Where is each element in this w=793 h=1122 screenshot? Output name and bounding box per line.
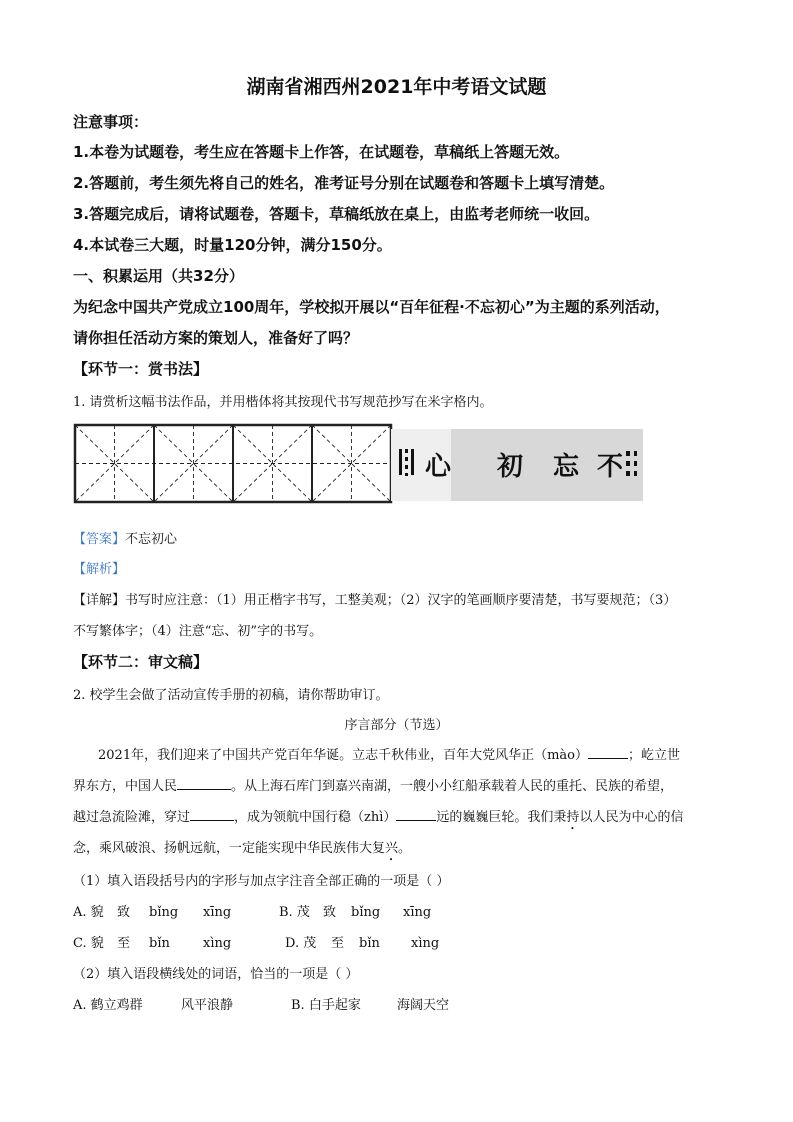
sub-question-1: （1）填入语段括号内的字形与加点字注音全部正确的一项是（ ） <box>73 874 450 889</box>
section-heading: 一、积累运用（共32分） <box>73 267 244 285</box>
page-title: 湖南省湘西州2021年中考语文试题 <box>246 76 547 98</box>
part2-heading: 【环节二：审文稿】 <box>73 653 209 671</box>
sub-question-2: （2）填入语段横线处的词语，恰当的一项是（ ） <box>73 967 359 982</box>
option-a-word: A. 鹤立鸡群 <box>73 998 143 1013</box>
option-b-word: B. 白手起家 <box>291 998 361 1013</box>
svg-text:心: 心 <box>425 452 452 482</box>
option-row: C. 貌 至 bǐn xìng D. 茂 至 bǐn xìng <box>73 932 439 951</box>
section-intro: 请你担任活动方案的策划人，准备好了吗？ <box>73 329 359 347</box>
dotted-char: 兴 <box>385 841 399 856</box>
detail-text: 书写时应注意：（1）用正楷字书写，工整美观；（2）汉字的笔画顺序要清楚，书写要规范；（3） <box>125 593 677 608</box>
fill-blank <box>177 775 231 790</box>
passage-line: 念，乘风破浪、扬帆远航，一定能实现中华民族伟大复兴。 <box>73 841 412 856</box>
note-item: 3.答题完成后，请将试题卷，答题卡，草稿纸放在桌上，由监考老师统一收回。 <box>73 205 600 223</box>
detail-tag: 【详解】 <box>73 593 126 608</box>
notes-heading: 注意事项： <box>73 113 149 131</box>
svg-text:不: 不 <box>597 452 624 482</box>
answer-tag: 【答案】 <box>73 532 126 547</box>
svg-text:忘: 忘 <box>553 452 580 482</box>
passage-line: 越过急流险滩，穿过 ，成为领航中国行稳（zhì） 远的巍巍巨轮。我们秉持以人民为中心的信 <box>73 806 683 833</box>
fill-blank <box>190 806 234 821</box>
svg-text:初: 初 <box>497 452 524 482</box>
note-item: 4.本试卷三大题，时量120分钟，满分150分。 <box>73 236 392 254</box>
option-a-char: A. 貌 <box>73 905 104 920</box>
fill-blank <box>588 744 628 759</box>
answer-line <box>73 528 177 547</box>
question-1: 1. 请赏析这幅书法作品，并用楷体将其按现代书写规范抄写在米字格内。 <box>73 395 493 410</box>
passage-title: 序言部分（节选） <box>344 718 449 733</box>
analysis-tag: 【解析】 <box>73 562 126 577</box>
option-c-char: C. 貌 <box>73 936 104 951</box>
dotted-char: 持 <box>566 810 580 825</box>
passage-line: 2021年，我们迎来了中国共产党百年华诞。立志千秋伟业，百年大党风华正（mào） ；屹立世 <box>98 744 680 763</box>
part1-heading: 【环节一：赏书法】 <box>73 360 209 378</box>
answer-text: 不忘初心 <box>125 532 178 547</box>
fill-blank <box>396 806 436 821</box>
calligraphy-image <box>391 429 643 501</box>
option-row: A. 鹤立鸡群 风平浪静 B. 白手起家 海阔天空 <box>73 994 449 1013</box>
option-row: A. 貌 致 bǐng xīng B. 茂 致 bǐng xīng <box>73 901 431 920</box>
detail-line <box>73 589 676 608</box>
option-b-char: B. 茂 <box>279 905 310 920</box>
detail-line-2: 不写繁体字；（4）注意“忘、初”字的书写。 <box>73 624 323 639</box>
option-d-char: D. 茂 <box>285 936 317 951</box>
question-2: 2. 校学生会做了活动宣传手册的初稿，请你帮助审订。 <box>73 688 389 703</box>
rice-grid <box>75 425 391 502</box>
section-intro: 为纪念中国共产党成立100周年，学校拟开展以“百年征程·不忘初心”为主题的系列活动， <box>73 298 670 316</box>
rice-grid-and-calligraphy <box>73 423 645 509</box>
passage-line: 界东方，中国人民 。从上海石库门到嘉兴南湖，一艘小小红船承载着人民的重托、民族的希望， <box>73 775 673 794</box>
note-item: 1.本卷为试题卷，考生应在答题卡上作答，在试题卷，草稿纸上答题无效。 <box>73 143 570 161</box>
note-item: 2.答题前，考生须先将自己的姓名，准考证号分别在试题卷和答题卡上填写清楚。 <box>73 174 615 192</box>
